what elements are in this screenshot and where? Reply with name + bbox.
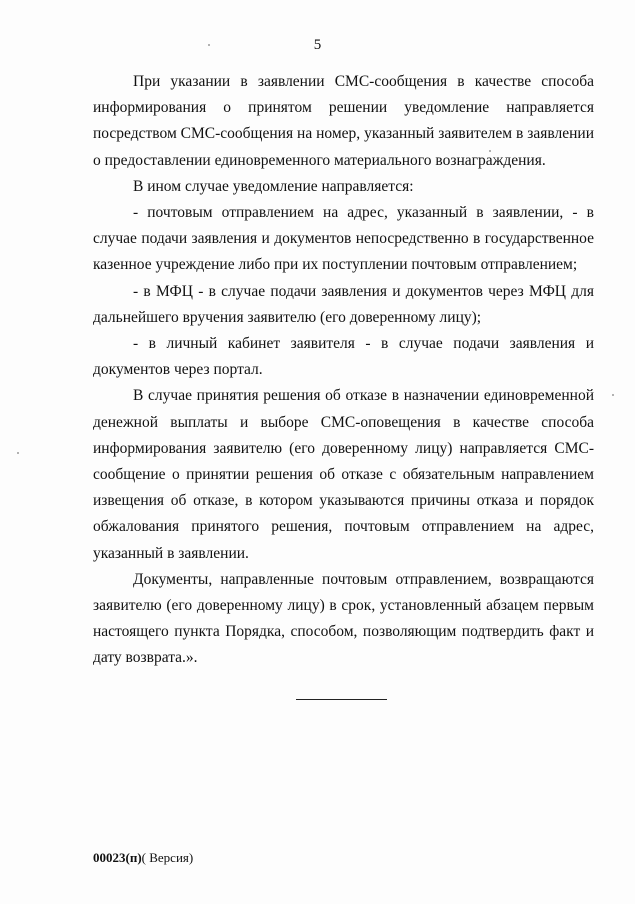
scan-speck <box>612 394 614 396</box>
paragraph-refusal-decision: В случае принятия решения об отказе в назначении единовременной денежной выплаты и выборе СМС-оповещения в качестве способа информирования заявителю (его доверенному лицу) направляется СМС-сообщение о принятии решения об отказе с обязательным направлением извещения об отказе, в котором указываются причины отказа и порядок обжалования принятого решения, почтовым отправлением на адрес, указанный в заявлении. <box>93 387 594 562</box>
document-version: ( Версия) <box>141 850 194 865</box>
scan-speck <box>489 150 491 152</box>
scan-speck <box>17 452 19 454</box>
paragraph-personal-account: - в личный кабинет заявителя - в случае подачи заявления и документов через портал. <box>93 335 594 379</box>
page-number: 5 <box>313 37 322 53</box>
document-footer <box>93 850 193 866</box>
separator-line <box>296 699 387 700</box>
paragraph-mfc-delivery: - в МФЦ - в случае подачи заявления и документов через МФЦ для дальнейшего вручения заявителю (его доверенному лицу); <box>93 282 594 326</box>
scan-speck <box>208 44 210 46</box>
paragraph-document-return: Документы, направленные почтовым отправлением, возвращаются заявителю (его доверенному лицу) в срок, установленный абзацем первым настоящего пункта Порядка, способом, позволяющим подтвердить факт и дату возврата.». <box>93 570 594 667</box>
paragraph-sms-notification: При указании в заявлении СМС-сообщения в качестве способа информирования о принятом решении уведомление направляется посредством СМС-сообщения на номер, указанный заявителем в заявлении о предоставлении единовременного материального вознаграждения. <box>93 73 594 169</box>
paragraph-postal-delivery: - почтовым отправлением на адрес, указанный в заявлении, - в случае подачи заявления и документов непосредственно в государственное казенное учреждение либо при их поступлении почтовым отправлением; <box>93 204 594 274</box>
paragraph-otherwise: В ином случае уведомление направляется: <box>133 177 414 195</box>
document-code: 00023(п) <box>93 850 142 865</box>
document-body <box>93 69 594 672</box>
